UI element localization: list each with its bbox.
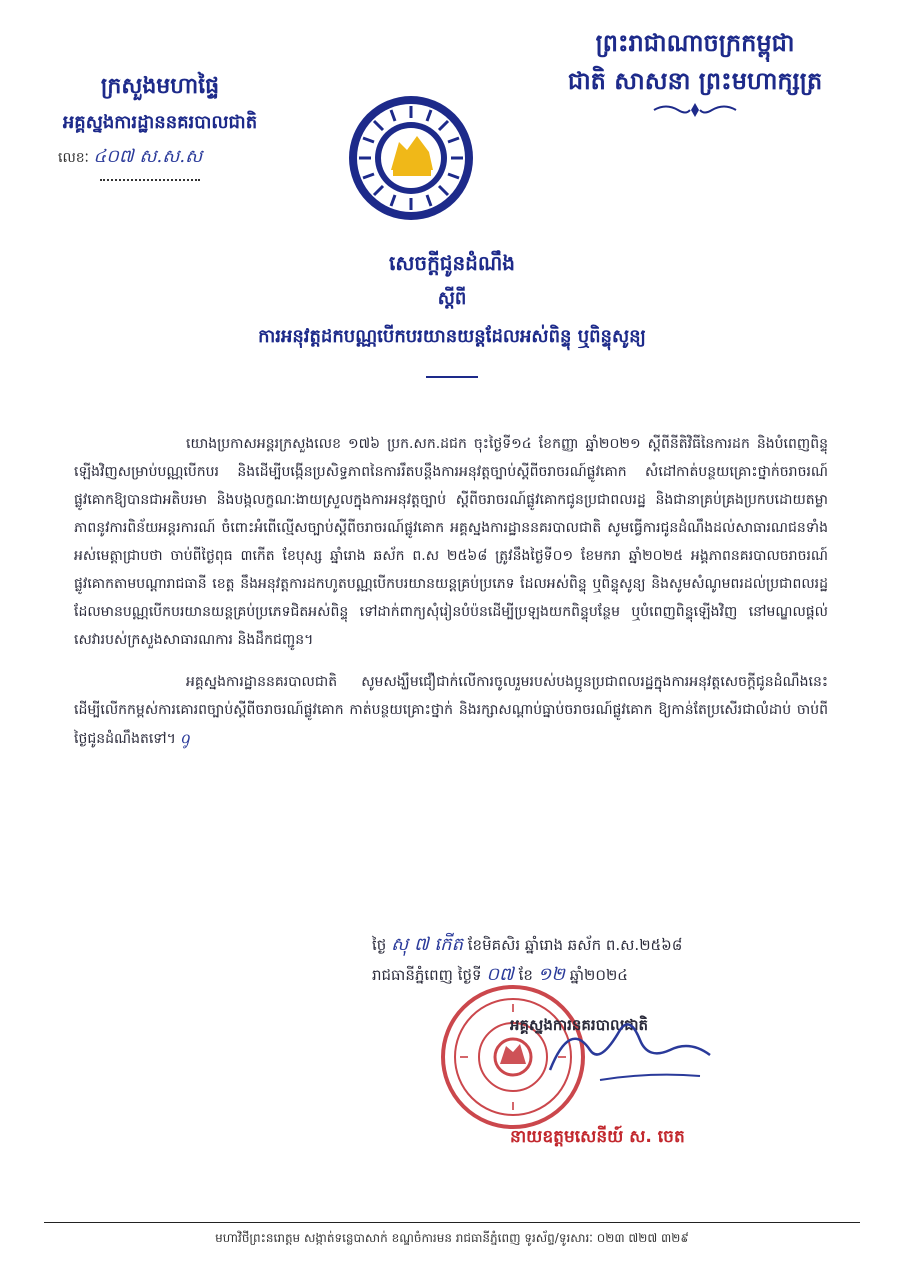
reference-number-label: លេខៈ xyxy=(58,150,89,166)
document-title-block xyxy=(0,246,904,378)
header-divider xyxy=(100,179,200,181)
document-subtitle-label: ស្តីពី xyxy=(437,288,467,309)
footer-divider xyxy=(44,1222,860,1223)
signer-name: នាយឧត្តមសេនីយ៍ ស. ចេត xyxy=(510,1127,685,1147)
solar-date-month: ១២ xyxy=(537,964,565,985)
solar-date-prefix: រាជធានីភ្នំពេញ ថ្ងៃទី xyxy=(372,966,482,984)
ministry-name: ក្រសួងមហាផ្ទៃ xyxy=(100,74,220,99)
solar-date-year: ឆ្នាំ២០២៤ xyxy=(569,966,628,984)
lunar-date-prefix: ថ្ងៃ xyxy=(372,936,387,954)
solar-date-month-label: ខែ xyxy=(518,966,533,984)
body-paragraph-2-text: អគ្គស្នងការដ្ឋាននគរបាលជាតិ សូមសង្ឃឹមជឿជាក់លើការចូលរួមរបស់បងប្អូនប្រជាពលរដ្ឋក្នុងការអនុវត្តសេចក្តីជូនដំណឹងនេះ ដើម្បីលើកកម្ពស់ការគោរពច្បាប់ស្តីពីចរាចរណ៍ផ្លូវគោក កាត់បន្ថយគ្រោះថ្នាក់ និងរក្សាសណ្តាប់ធ្នាប់ចរាចរណ៍ផ្លូវគោក ឱ្យកាន់តែប្រសើរជាលំដាប់ ចាប់ពីថ្ងៃជូនដំណឹងតទៅ។ xyxy=(74,674,828,747)
document-body xyxy=(74,430,828,753)
body-paragraph-2 xyxy=(74,668,828,753)
handwritten-signature-icon xyxy=(530,1010,730,1090)
lunar-date-handwritten: សុ ៧ កើត xyxy=(391,934,463,955)
document-title: សេចក្តីជូនដំណឹង xyxy=(389,251,515,275)
lunar-date-rest: ខែមិគសិរ ឆ្នាំរោង ឆស័ក ព.ស.២៥៦៨ xyxy=(467,936,683,954)
kingdom-title: ព្រះរាជាណាចក្រកម្ពុជា xyxy=(595,29,795,57)
reference-number-value: ៤០៧ ស.ស.ស xyxy=(93,146,203,167)
date-block xyxy=(372,930,832,990)
department-name: អគ្គស្នងការដ្ឋាននគរបាលជាតិ xyxy=(62,112,258,133)
signatory-organization: អគ្គស្នងការនគរបាលជាតិ xyxy=(510,1016,649,1034)
kingdom-header xyxy=(540,26,850,124)
police-emblem-icon xyxy=(345,92,477,224)
reference-number xyxy=(40,144,280,171)
body-paragraph-1: យោងប្រកាសអន្តរក្រសួងលេខ ១៧៦ ប្រក.សក.ដជក ចុះថ្ងៃទី១៤ ខែកញ្ញា ឆ្នាំ២០២១ ស្តីពីនីតិវិធីនៃការដក និងបំពេញពិន្ទុឡើងវិញសម្រាប់បណ្ណបើកបរ និងដើម្បីបង្កើនប្រសិទ្ធភាពនៃការរឹតបន្តឹងការអនុវត្តច្បាប់ស្តីពីចរាចរណ៍ផ្លូវគោក សំដៅកាត់បន្ថយគ្រោះថ្នាក់ចរាចរណ៍ផ្លូវគោកឱ្យបានជាអតិបរមា និងបង្កលក្ខណៈងាយស្រួលក្នុងការអនុវត្តច្បាប់ ស្តីពីចរាចរណ៍ផ្លូវគោកជូនប្រជាពលរដ្ឋ និងជានាគ្រប់គ្រងប្រកបដោយតម្លាភាពនូវការពិន័យអន្តរការណ៍ ចំពោះអំពើល្មើសច្បាប់ស្តីពីចរាចរណ៍ផ្លូវគោក អគ្គស្នងការដ្ឋាននគរបាលជាតិ សូមធ្វើការជូនដំណឹងដល់សាធារណជនទាំងអស់មេត្តាជ្រាបថា ចាប់ពីថ្ងៃពុធ ៣កើត ខែបុស្ស ឆ្នាំរោង ឆស័ក ព.ស ២៥៦៨ ត្រូវនឹងថ្ងៃទី០១ ខែមករា ឆ្នាំ២០២៥ អង្គភាពនគរបាលចរាចរណ៍ផ្លូវគោកតាមបណ្តារាជធានី ខេត្ត នឹងអនុវត្តការដកហូតបណ្ណបើកបរយានយន្តគ្រប់ប្រភេទ ដែលអស់ពិន្ទុ ឬពិន្ទុសូន្យ និងសូមសំណូមពរដល់ប្រជាពលរដ្ឋដែលមានបណ្ណបើកបរយានយន្តគ្រប់ប្រភេទជិតអស់ពិន្ទុ ទៅដាក់ពាក្យសុំរៀនបំប៉នដើម្បីប្រឡងយកពិន្ទុបន្ថែម ឬបំពេញពិន្ទុឡើងវិញ នៅមណ្ឌលផ្តល់សេវារបស់ក្រសួងសាធារណការ និងដឹកជញ្ជូន។ xyxy=(74,436,828,648)
lunar-date xyxy=(372,930,832,960)
solar-date-day: ០៧ xyxy=(486,964,514,985)
document-subject: ការអនុវត្តដកបណ្ណបើកបរយានយន្តដែលអស់ពិន្ទុ ឬពិន្ទុសូន្យ xyxy=(258,326,646,347)
handwritten-initial-mark: ᧁ xyxy=(180,727,190,748)
ornament-divider-icon xyxy=(540,100,850,124)
kingdom-motto: ជាតិ សាសនា ព្រះមហាក្សត្រ xyxy=(567,67,823,95)
title-divider xyxy=(426,376,478,378)
footer-address: មហាវិថីព្រះនរោត្តម សង្កាត់ទន្លេបាសាក់ ខណ្ឌចំការមន រាជធានីភ្នំពេញ ទូរស័ព្ទ/ទូរសារៈ ០២៣ ៧២៧ ៣២៩ xyxy=(215,1231,689,1245)
ministry-header xyxy=(40,72,280,181)
